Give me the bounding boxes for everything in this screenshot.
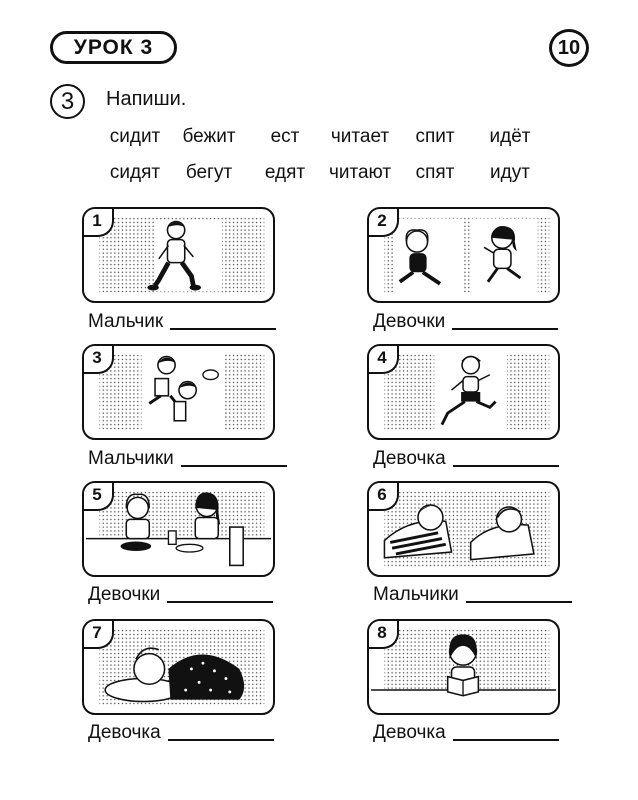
word-bank-word: спит (415, 126, 455, 147)
answer-line[interactable] (181, 465, 287, 467)
answer-line[interactable] (452, 328, 558, 330)
caption-5 (88, 580, 273, 606)
answer-line[interactable] (167, 601, 273, 603)
picture-card-3 (82, 344, 275, 440)
card-number: 1 (82, 207, 114, 237)
caption-2 (373, 307, 558, 333)
card-number: 5 (82, 481, 114, 511)
word-bank-word: едят (264, 162, 306, 183)
caption-subject: Мальчики (373, 584, 459, 605)
word-bank-word: идёт (489, 126, 531, 147)
caption-subject: Девочка (88, 722, 161, 743)
task-number: 3 (50, 84, 85, 119)
card-number: 4 (367, 344, 399, 374)
word-bank-word: читает (330, 126, 390, 147)
caption-3 (88, 444, 287, 470)
page-number: 10 (549, 29, 589, 67)
card-number: 2 (367, 207, 399, 237)
answer-line[interactable] (466, 601, 572, 603)
picture-card-6 (367, 481, 560, 577)
caption-7 (88, 718, 274, 744)
card-number: 8 (367, 619, 399, 649)
word-bank-row-plural (0, 162, 638, 188)
word-bank-word: сидят (109, 162, 161, 183)
answer-line[interactable] (170, 328, 276, 330)
word-bank-word: ест (270, 126, 300, 147)
picture-card-7 (82, 619, 275, 715)
picture-card-8 (367, 619, 560, 715)
caption-6 (373, 580, 572, 606)
lesson-badge: УРОК 3 (50, 31, 177, 64)
word-bank-word: идут (490, 162, 530, 183)
caption-subject: Девочки (88, 584, 161, 605)
caption-subject: Девочка (373, 448, 446, 469)
word-bank-word: бежит (182, 126, 236, 147)
answer-line[interactable] (453, 739, 559, 741)
word-bank-word: читают (328, 162, 392, 183)
caption-subject: Девочка (373, 722, 446, 743)
task-instruction: Напиши. (106, 88, 187, 110)
picture-card-2 (367, 207, 560, 303)
picture-card-5 (82, 481, 275, 577)
word-bank-word: сидит (109, 126, 161, 147)
card-number: 6 (367, 481, 399, 511)
answer-line[interactable] (168, 739, 274, 741)
picture-card-1 (82, 207, 275, 303)
caption-subject: Девочки (373, 311, 446, 332)
word-bank-word: спят (415, 162, 455, 183)
card-number: 3 (82, 344, 114, 374)
word-bank-row-singular (0, 126, 638, 152)
picture-card-4 (367, 344, 560, 440)
word-bank-word: бегут (185, 162, 233, 183)
caption-4 (373, 444, 559, 470)
caption-1 (88, 307, 276, 333)
answer-line[interactable] (453, 465, 559, 467)
caption-subject: Мальчики (88, 448, 174, 469)
caption-8 (373, 718, 559, 744)
card-number: 7 (82, 619, 114, 649)
caption-subject: Мальчик (88, 311, 164, 332)
